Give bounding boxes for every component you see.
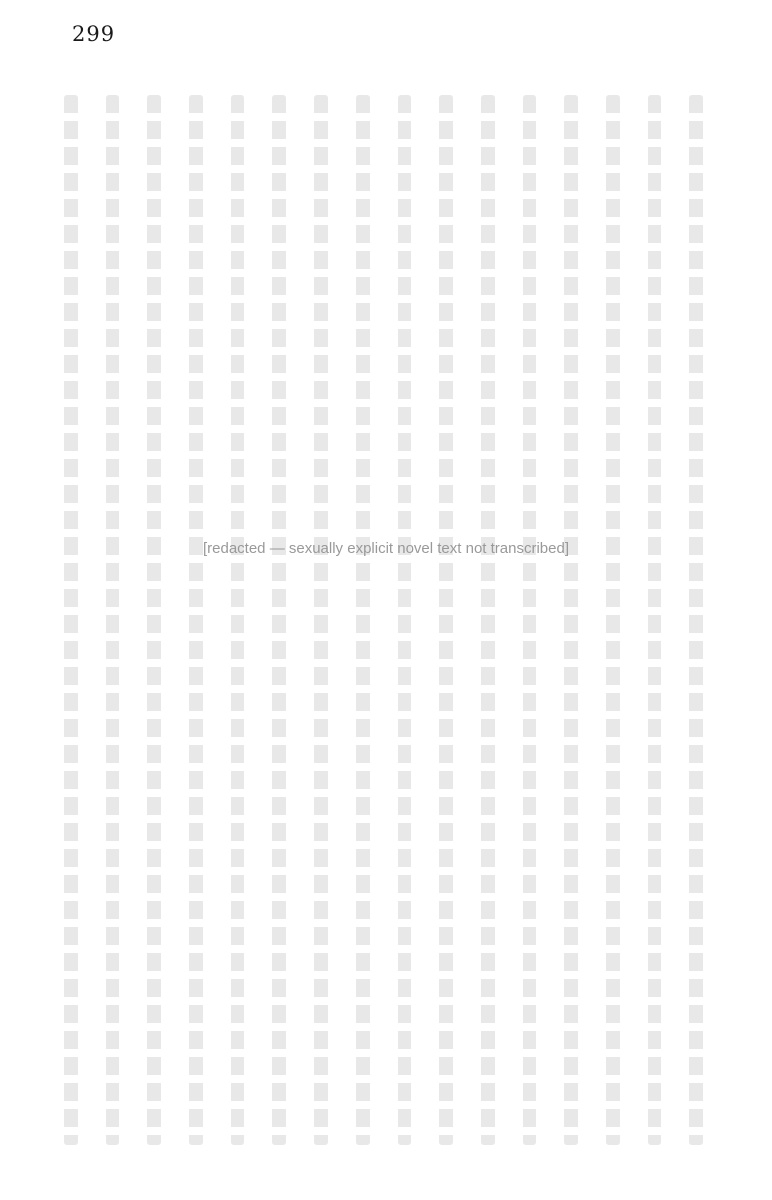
redacted-text-column bbox=[439, 95, 453, 1145]
redaction-notice: [redacted — sexually explicit novel text not transcribed] bbox=[202, 540, 569, 557]
redacted-text-column bbox=[523, 95, 537, 1145]
redacted-text-column bbox=[481, 95, 495, 1145]
redacted-text-column bbox=[147, 95, 161, 1145]
redacted-text-column bbox=[689, 95, 703, 1145]
redacted-text-column bbox=[564, 95, 578, 1145]
redacted-text-column bbox=[64, 95, 78, 1145]
redacted-text-column bbox=[398, 95, 412, 1145]
redacted-text-column bbox=[272, 95, 286, 1145]
redacted-text-column bbox=[648, 95, 662, 1145]
vertical-text-area bbox=[50, 95, 717, 1145]
redacted-text-column bbox=[356, 95, 370, 1145]
redacted-text-column bbox=[606, 95, 620, 1145]
redacted-text-column bbox=[231, 95, 245, 1145]
redacted-text-column bbox=[189, 95, 203, 1145]
redacted-text-column bbox=[106, 95, 120, 1145]
redacted-text-column bbox=[314, 95, 328, 1145]
page-number: 299 bbox=[72, 22, 116, 46]
